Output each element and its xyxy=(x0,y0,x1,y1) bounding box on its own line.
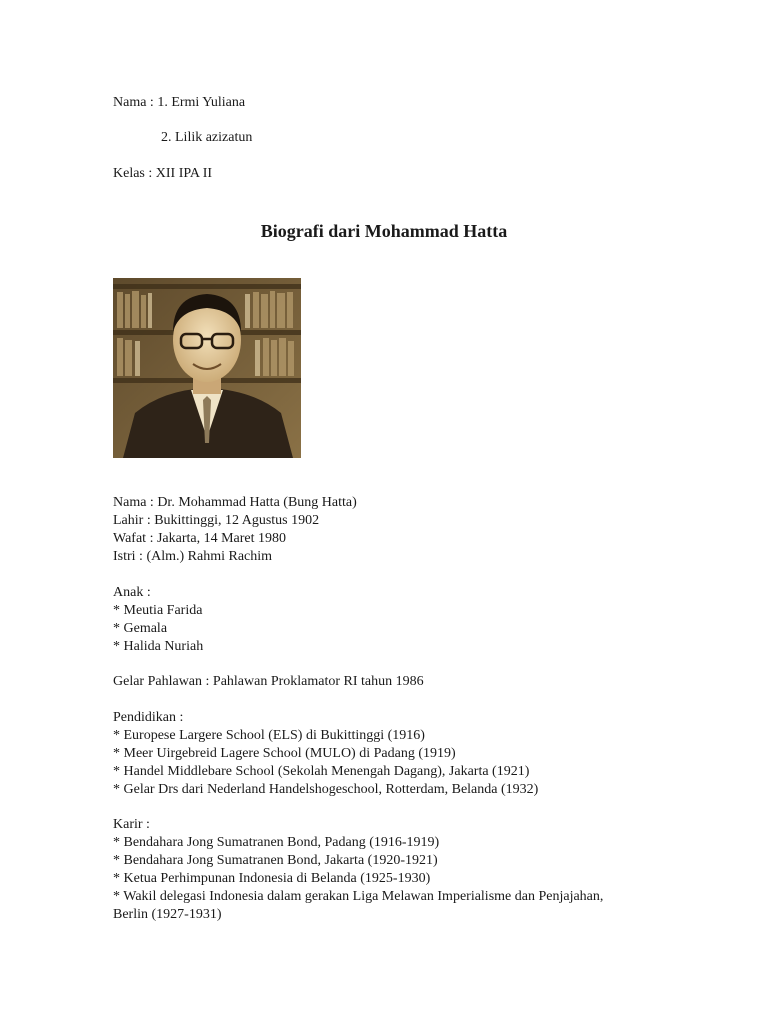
education-block xyxy=(113,709,538,799)
list-item: * Bendahara Jong Sumatranen Bond, Jakarta (1920-1921) xyxy=(113,853,438,868)
list-item: * Halida Nuriah xyxy=(113,639,204,654)
list-item: * Ketua Perhimpunan Indonesia di Belanda (1925-1930) xyxy=(113,871,431,886)
list-item: * Gelar Drs dari Nederland Handelshogeschool, Rotterdam, Belanda (1932) xyxy=(113,782,539,797)
list-item: * Wakil delegasi Indonesia dalam gerakan Liga Melawan Imperialisme dan Penjajahan, xyxy=(113,889,604,904)
list-item: * Gemala xyxy=(113,621,168,636)
class-label: Kelas : XII IPA II xyxy=(113,166,213,181)
profile-death: Wafat : Jakarta, 14 Maret 1980 xyxy=(113,531,287,546)
children-heading: Anak : xyxy=(113,585,151,600)
list-item: * Meer Uirgebreid Lagere School (MULO) di Padang (1919) xyxy=(113,746,456,761)
list-item: * Bendahara Jong Sumatranen Bond, Padang (1916-1919) xyxy=(113,835,440,850)
education-heading: Pendidikan : xyxy=(113,710,184,725)
list-item: Berlin (1927-1931) xyxy=(113,907,222,922)
page-title: Biografi dari Mohammad Hatta xyxy=(260,221,508,241)
hero-title: Gelar Pahlawan : Pahlawan Proklamator RI tahun 1986 xyxy=(113,674,424,689)
profile-birth: Lahir : Bukittinggi, 12 Agustus 1902 xyxy=(113,513,320,528)
profile-block xyxy=(113,494,357,566)
student-name-1: Nama : 1. Ermi Yuliana xyxy=(113,95,246,110)
children-block xyxy=(113,584,203,656)
student-name-2: 2. Lilik azizatun xyxy=(161,130,253,145)
hero-title-block xyxy=(113,673,424,691)
profile-spouse: Istri : (Alm.) Rahmi Rachim xyxy=(113,549,273,564)
career-block xyxy=(113,816,603,924)
list-item: * Handel Middlebare School (Sekolah Menengah Dagang), Jakarta (1921) xyxy=(113,764,530,779)
list-item: * Meutia Farida xyxy=(113,603,203,618)
list-item: * Europese Largere School (ELS) di Bukittinggi (1916) xyxy=(113,728,425,743)
portrait-photo xyxy=(113,278,301,458)
profile-name: Nama : Dr. Mohammad Hatta (Bung Hatta) xyxy=(113,495,357,510)
career-heading: Karir : xyxy=(113,817,150,832)
